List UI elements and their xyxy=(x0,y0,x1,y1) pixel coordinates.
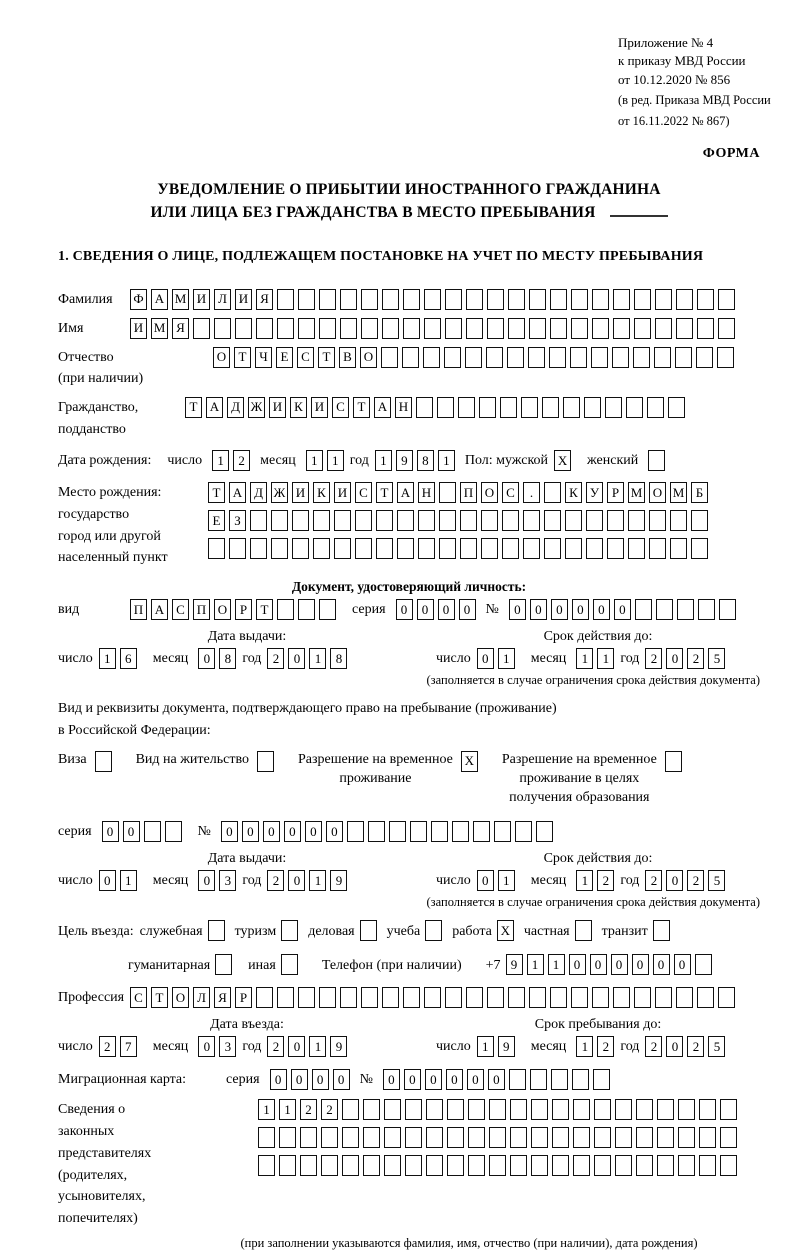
title-blank-underline xyxy=(610,215,668,217)
doc-issue-year-cells[interactable]: 2 0 1 8 xyxy=(267,648,347,669)
temp-residence-edu-checkbox[interactable] xyxy=(665,751,682,772)
entry-date-heading: Дата въезда: xyxy=(210,1017,284,1033)
ref-line: от 10.12.2020 № 856 xyxy=(618,71,731,87)
patronymic-cells[interactable]: О Т Ч Е С Т В О xyxy=(213,347,734,368)
year-label: год xyxy=(242,651,262,666)
purpose-private-checkbox[interactable] xyxy=(575,920,592,941)
permit-valid-year-cells[interactable]: 2 0 2 5 xyxy=(645,870,725,891)
rights-doc-paragraph: Вид и реквизиты документа, подтверждающего право на пребывание (проживание) в Российской Федерации: xyxy=(58,701,557,739)
representatives-row2-cells[interactable] xyxy=(258,1127,737,1148)
purpose-study-checkbox[interactable] xyxy=(425,920,442,941)
phone-prefix: +7 xyxy=(485,958,501,974)
temp-residence-label: Разрешение на временное проживание xyxy=(297,751,453,786)
birthplace-row2-cells[interactable]: Е З xyxy=(208,510,708,531)
purpose-humanitarian-checkbox[interactable] xyxy=(215,954,232,975)
representatives-row1-cells[interactable]: 1 1 2 2 xyxy=(258,1099,737,1120)
permit-number-label: № xyxy=(197,824,211,840)
representatives-label: Сведения о законных представителях (родителях, усыновителях, попечителях) xyxy=(58,1102,152,1226)
birth-year-label: год xyxy=(349,453,369,469)
birth-day-cells[interactable]: 1 2 xyxy=(212,450,250,471)
mig-series-cells[interactable]: 0 0 0 0 xyxy=(270,1069,350,1090)
purpose-transit-checkbox[interactable] xyxy=(653,920,670,941)
header-reference xyxy=(618,34,798,131)
purpose-humanitarian-label: гуманитарная xyxy=(128,958,211,974)
citizenship-label: Гражданство, подданство xyxy=(58,399,139,437)
validity-note: (заполняется в случае ограничения срока действия документа) xyxy=(426,673,760,687)
sex-male-label: Пол: мужской xyxy=(464,453,549,469)
birth-year-cells[interactable]: 1 9 8 1 xyxy=(375,450,455,471)
form-title-line2: ИЛИ ЛИЦА БЕЗ ГРАЖДАНСТВА В МЕСТО ПРЕБЫВАНИЯ xyxy=(150,204,596,222)
permit-series-label: серия xyxy=(58,824,92,840)
year-label: год xyxy=(242,873,262,889)
name-cells[interactable]: И М Я xyxy=(130,318,735,339)
doc-issue-date-heading: Дата выдачи: xyxy=(207,629,287,644)
visa-label: Виза xyxy=(58,751,87,767)
doc-series-cells[interactable]: 0 0 0 0 xyxy=(396,599,476,620)
doc-series-label: серия xyxy=(352,602,386,617)
residence-permit-label: Вид на жительство xyxy=(135,751,249,767)
year-label: год xyxy=(242,1039,262,1055)
permit-issue-day-cells[interactable]: 0 1 xyxy=(99,870,137,891)
representatives-row3-cells[interactable] xyxy=(258,1155,737,1176)
birth-day-label: число xyxy=(167,453,203,469)
purpose-official-checkbox[interactable] xyxy=(208,920,225,941)
doc-type-label: вид xyxy=(58,602,80,617)
entry-year-cells[interactable]: 2 0 1 9 xyxy=(267,1036,347,1057)
purpose-tourism-checkbox[interactable] xyxy=(281,920,298,941)
birth-month-label: месяц xyxy=(260,453,296,469)
permit-series-cells[interactable]: 0 0 xyxy=(102,821,182,842)
doc-issue-month-cells[interactable]: 0 8 xyxy=(198,648,236,669)
forma-label: ФОРМА xyxy=(702,146,760,161)
temp-residence-edu-label: Разрешение на временное проживание в целях получения образования xyxy=(501,751,657,805)
form-title xyxy=(58,178,760,225)
permit-valid-until-heading: Срок действия до: xyxy=(543,851,653,867)
stay-month-cells[interactable]: 1 2 xyxy=(576,1036,614,1057)
day-label: число xyxy=(58,651,93,666)
validity-note: (заполняется в случае ограничения срока действия документа) xyxy=(426,895,760,910)
day-label: число xyxy=(436,651,471,666)
residence-permit-checkbox[interactable] xyxy=(257,751,274,772)
profession-cells[interactable]: С Т О Л Я Р xyxy=(130,987,735,1008)
purpose-other-checkbox[interactable] xyxy=(281,954,298,975)
month-label: месяц xyxy=(530,873,567,889)
temp-residence-item xyxy=(298,751,478,789)
mig-number-label: № xyxy=(359,1072,373,1088)
purpose-transit-label: транзит xyxy=(601,924,648,940)
birthplace-row1-cells[interactable]: Т А Д Ж И К И С Т А Н П О С . К У Р М О М Б xyxy=(208,482,708,503)
visa-item xyxy=(58,751,112,772)
month-label: месяц xyxy=(152,873,189,889)
day-label: число xyxy=(436,873,471,889)
birthplace-label: Место рождения: государство город или другой населенный пункт xyxy=(58,485,168,566)
doc-valid-until-heading: Срок действия до: xyxy=(543,629,653,644)
doc-valid-month-cells[interactable]: 1 1 xyxy=(576,648,614,669)
stay-day-cells[interactable]: 1 9 xyxy=(477,1036,515,1057)
purpose-study-label: учеба xyxy=(386,924,421,940)
day-label: число xyxy=(58,873,93,889)
mig-series-label: серия xyxy=(226,1072,260,1088)
patronymic-label: Отчество (при наличии) xyxy=(58,349,144,387)
doc-valid-day-cells[interactable]: 0 1 xyxy=(477,648,515,669)
surname-label: Фамилия xyxy=(58,291,113,307)
entry-day-cells[interactable]: 2 7 xyxy=(99,1036,137,1057)
month-label: месяц xyxy=(152,1039,189,1055)
migration-card-label: Миграционная карта: xyxy=(58,1072,187,1088)
permit-number-cells[interactable]: 0 0 0 0 0 0 xyxy=(221,821,553,842)
permit-issue-year-cells[interactable]: 2 0 1 9 xyxy=(267,870,347,891)
citizenship-cells[interactable]: Т А Д Ж И К И С Т А Н xyxy=(185,397,685,418)
purpose-business-label: деловая xyxy=(308,924,355,940)
stay-year-cells[interactable]: 2 0 2 5 xyxy=(645,1036,725,1057)
residence-permit-item xyxy=(136,751,274,772)
purpose-business-checkbox[interactable] xyxy=(360,920,377,941)
mig-number-cells[interactable]: 0 0 0 0 0 0 xyxy=(383,1069,610,1090)
stay-until-heading: Срок пребывания до: xyxy=(534,1017,662,1033)
ref-line-edition: от 16.11.2022 № 867) xyxy=(618,114,730,129)
entry-month-cells[interactable]: 0 3 xyxy=(198,1036,236,1057)
year-label: год xyxy=(620,651,640,666)
ref-line-edition: (в ред. Приказа МВД России xyxy=(618,93,771,108)
sex-female-label: женский xyxy=(587,453,639,469)
permit-issue-month-cells[interactable]: 0 3 xyxy=(198,870,236,891)
doc-number-cells[interactable]: 0 0 0 0 0 0 xyxy=(509,599,736,620)
doc-number-label: № xyxy=(485,602,499,617)
permit-valid-day-cells[interactable]: 0 1 xyxy=(477,870,515,891)
purpose-other-label: иная xyxy=(248,958,276,974)
sex-male-checkbox[interactable]: X xyxy=(554,450,571,471)
purpose-work-checkbox[interactable]: X xyxy=(497,920,514,941)
ref-line: Приложение № 4 xyxy=(618,35,714,50)
sex-female-checkbox[interactable] xyxy=(648,450,665,471)
doc-issue-day-cells[interactable]: 1 6 xyxy=(99,648,137,669)
permit-valid-month-cells[interactable]: 1 2 xyxy=(576,870,614,891)
year-label: год xyxy=(620,1039,640,1055)
birthdate-label: Дата рождения: xyxy=(58,453,152,469)
visa-checkbox[interactable] xyxy=(95,751,112,772)
representatives-note: (при заполнении указываются фамилия, имя, отчество (при наличии), дата рождения) xyxy=(240,1235,698,1250)
birthplace-row3-cells[interactable] xyxy=(208,538,708,559)
name-label: Имя xyxy=(58,320,84,336)
purpose-tourism-label: туризм xyxy=(234,924,277,940)
ref-line: к приказу МВД России xyxy=(618,53,746,69)
birth-month-cells[interactable]: 1 1 xyxy=(306,450,344,471)
surname-cells[interactable]: Ф А М И Л И Я xyxy=(130,289,735,310)
phone-cells[interactable]: 9 1 1 0 0 0 0 0 0 xyxy=(506,954,712,975)
day-label: число xyxy=(436,1039,471,1055)
form-title-line1: УВЕДОМЛЕНИЕ О ПРИБЫТИИ ИНОСТРАННОГО ГРАЖДАНИНА xyxy=(157,181,661,198)
purpose-work-label: работа xyxy=(452,924,492,940)
permit-issue-date-heading: Дата выдачи: xyxy=(207,851,287,867)
doc-type-cells[interactable]: П А С П О Р Т xyxy=(130,599,336,620)
month-label: месяц xyxy=(530,1039,567,1055)
purpose-private-label: частная xyxy=(523,924,570,940)
purpose-official-label: служебная xyxy=(139,924,203,940)
month-label: месяц xyxy=(152,651,189,666)
day-label: число xyxy=(58,1039,93,1055)
section1-heading: 1. СВЕДЕНИЯ О ЛИЦЕ, ПОДЛЕЖАЩЕМ ПОСТАНОВКЕ НА УЧЕТ ПО МЕСТУ ПРЕБЫВАНИЯ xyxy=(58,248,704,264)
doc-valid-year-cells[interactable]: 2 0 2 5 xyxy=(645,648,725,669)
year-label: год xyxy=(620,873,640,889)
phone-label: Телефон (при наличии) xyxy=(321,958,462,974)
temp-residence-checkbox[interactable]: X xyxy=(461,751,478,772)
purpose-label: Цель въезда: xyxy=(58,924,134,940)
identity-doc-heading: Документ, удостоверяющий личность: xyxy=(291,579,527,594)
month-label: месяц xyxy=(530,651,567,666)
profession-label: Профессия xyxy=(58,990,125,1006)
temp-residence-edu-item xyxy=(502,751,682,808)
